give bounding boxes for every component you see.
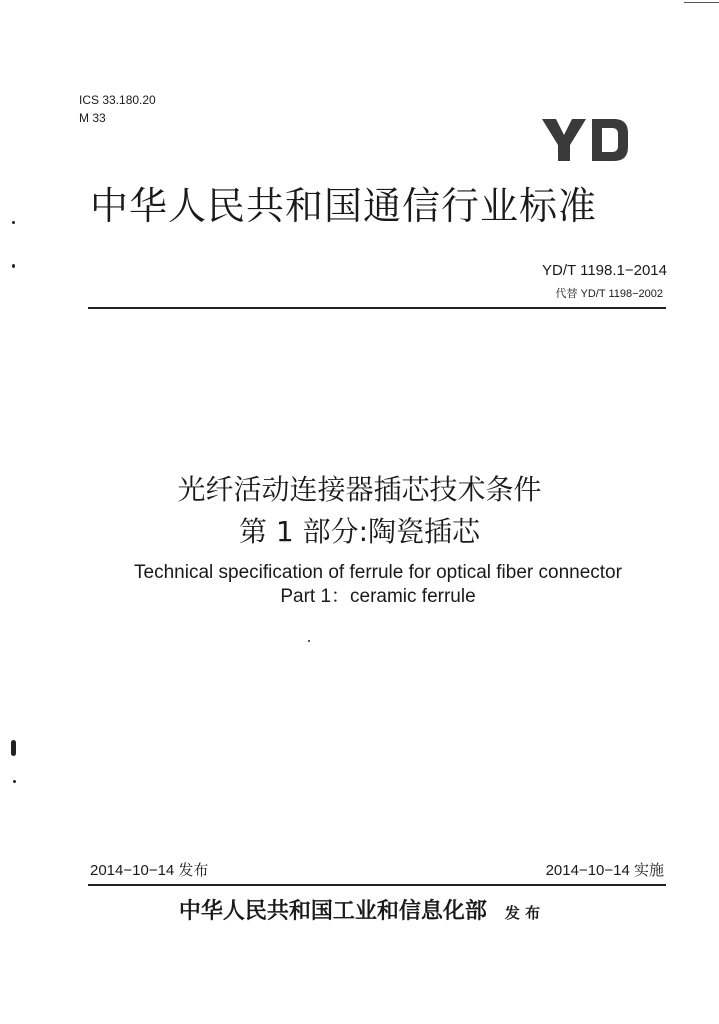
top-rule	[88, 307, 666, 309]
issuing-authority	[0, 896, 719, 928]
ics-code: ICS 33.180.20	[79, 93, 156, 107]
bottom-rule	[88, 884, 666, 886]
title-chinese-line2: 第 1 部分:陶瓷插芯	[238, 515, 481, 548]
classification-code: M 33	[79, 111, 106, 125]
scan-speck	[12, 221, 15, 224]
scan-speck	[12, 264, 15, 268]
scan-speck	[13, 780, 16, 783]
issuer-name: 中华人民共和国工业和信息化部	[178, 898, 487, 924]
scan-speck	[11, 740, 16, 756]
issue-date: 2014−10−14 发布	[90, 862, 209, 879]
scan-edge-mark	[684, 2, 719, 3]
document-number: YD/T 1198.1−2014	[542, 262, 667, 279]
title-english-line2: Part 1：ceramic ferrule	[280, 586, 476, 607]
standard-title: 中华人民共和国通信行业标准	[90, 184, 598, 228]
title-chinese-line1: 光纤活动连接器插芯技术条件	[177, 473, 542, 506]
implementation-date: 2014−10−14 实施	[545, 862, 664, 879]
title-english-line1: Technical specification of ferrule for optical fiber connector	[134, 562, 622, 583]
replaces-number: 代替 YD/T 1198−2002	[555, 288, 663, 300]
scan-speck	[308, 640, 310, 642]
issuer-suffix: 发 布	[504, 904, 541, 922]
yd-logo	[540, 117, 630, 163]
